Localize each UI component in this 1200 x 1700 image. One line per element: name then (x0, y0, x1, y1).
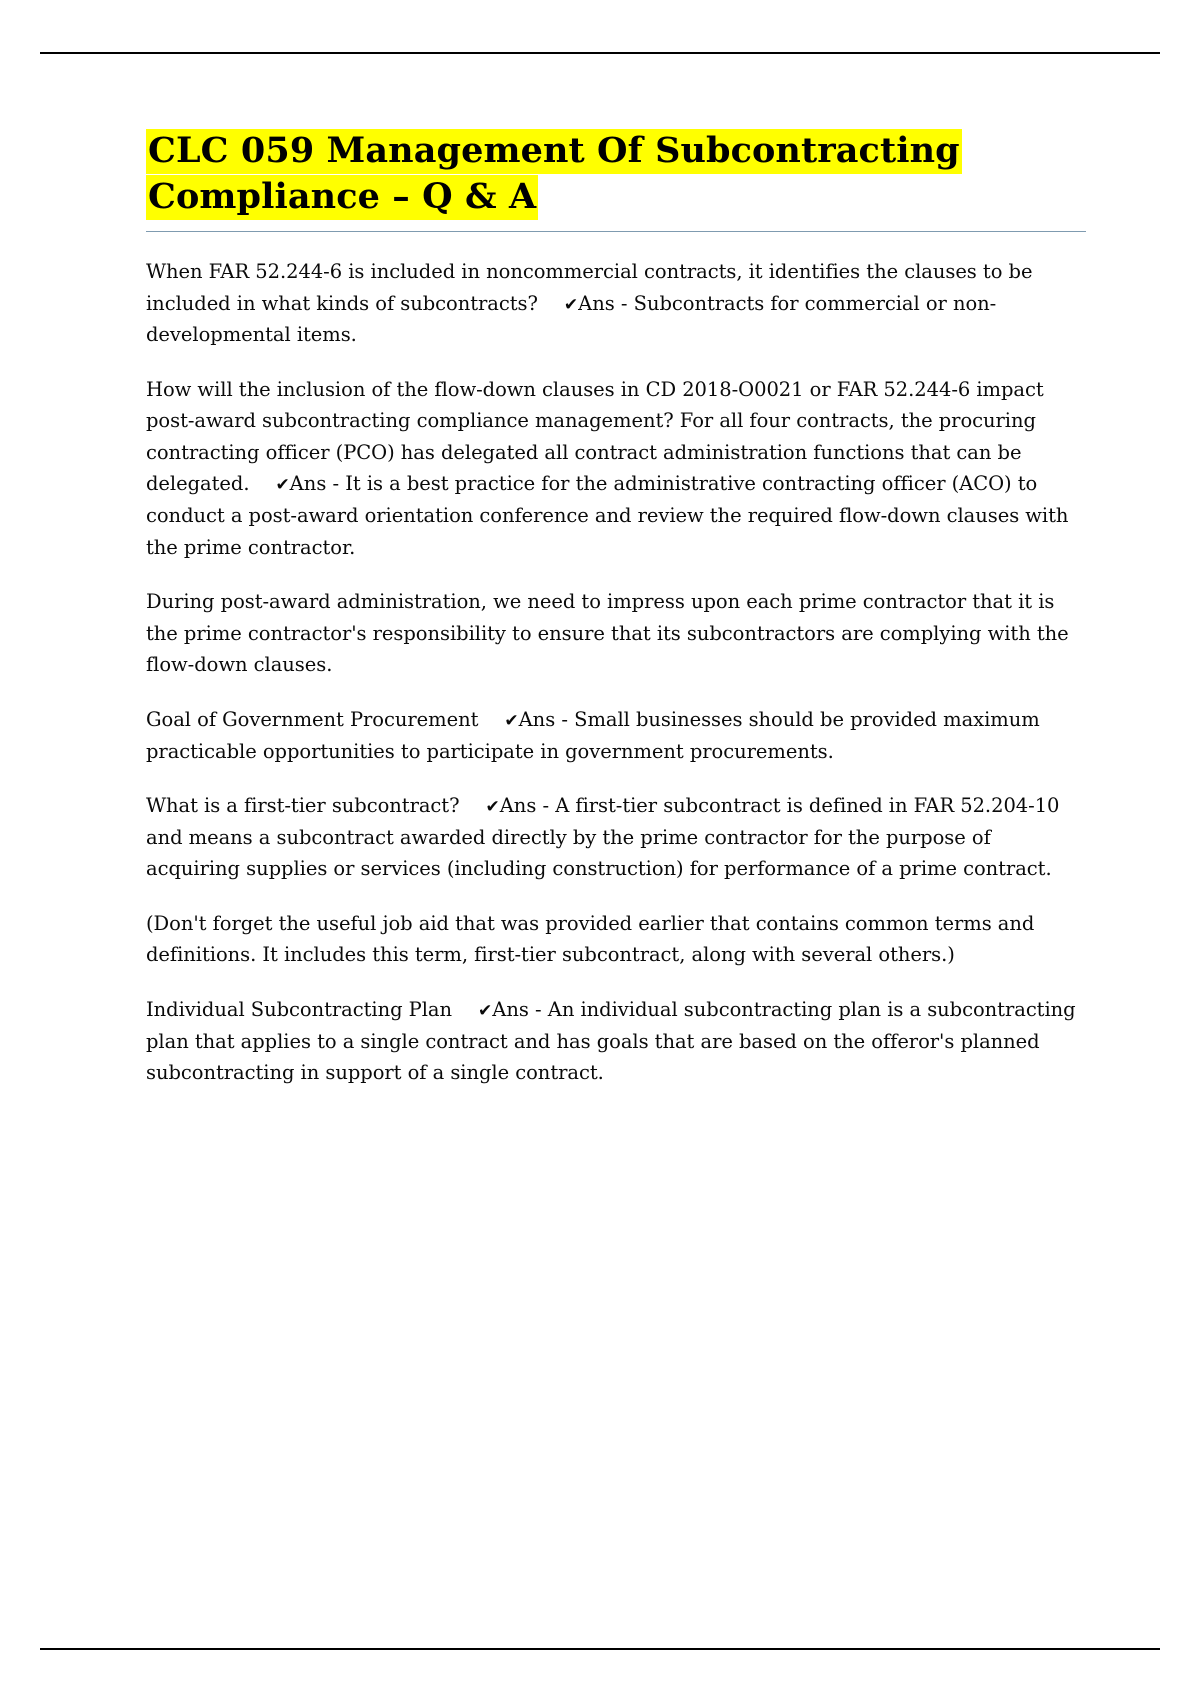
qa-list (146, 256, 1086, 1089)
answer-separator: - (542, 794, 550, 818)
answer-text: Subcontracts for commercial or non-developmental items. (146, 291, 997, 347)
question-text: How will the inclusion of the flow-down clauses in CD 2018-O0021 or FAR 52.244-6 impact post-award subcontracting compliance management? For all four contracts, the procuring contracting officer (PCO) has delegated all contract administration functions that can be delegated. (146, 377, 1044, 496)
answer-label: Ans (492, 997, 529, 1021)
answer-marker-group (485, 794, 555, 817)
answer-text: A first-tier subcontract is defined in FAR 52.204-10 and means a subcontract awarded directly by the prime contractor for the purpose of acquiring supplies or services (including construction) for performance of a prime contract. (146, 794, 1060, 881)
answer-label: Ans (499, 794, 537, 818)
question-text: What is a first-tier subcontract? (146, 794, 460, 818)
question-text: During post-award administration, we need to impress upon each prime contractor that it is the prime contractor's responsibility to ensure that its subcontractors are complying with the flow-down clauses. (146, 590, 1069, 677)
answer-label: Ans (289, 472, 327, 496)
answer-label: Ans (518, 707, 556, 731)
question-text: Goal of Government Procurement (146, 707, 479, 731)
answer-separator: - (620, 291, 628, 315)
qa-item (146, 790, 1086, 885)
question-text: When FAR 52.244-6 is included in noncommercial contracts, it identifies the clauses to be included in what kinds of subcontracts? (146, 260, 1033, 315)
check-icon: ✔ (478, 1000, 493, 1021)
check-icon: ✔ (563, 294, 579, 315)
answer-separator: - (535, 997, 542, 1021)
answer-text: Small businesses should be provided maximum practicable opportunities to participate in government procurements. (146, 707, 1040, 763)
answer-marker-group (478, 998, 548, 1021)
answer-separator: - (332, 472, 340, 496)
answer-text: It is a best practice for the administrative contracting officer (ACO) to conduct a post-award orientation conference and review the required flow-down clauses with the prime contractor. (146, 472, 1069, 559)
qa-item (146, 908, 1086, 971)
page-title-line-1: CLC 059 Management Of Subcontracting (146, 129, 962, 174)
question-text: (Don't forget the useful job aid that was provided earlier that contains common terms and definitions. It includes this term, first-tier subcontract, along with several others.) (146, 911, 1035, 967)
qa-item (146, 374, 1086, 563)
qa-item (146, 256, 1086, 351)
check-icon: ✔ (504, 710, 519, 731)
answer-marker-group (275, 472, 345, 495)
answer-marker-group (564, 292, 634, 315)
page-bottom-rule (40, 1648, 1160, 1650)
answer-label: Ans (578, 291, 615, 315)
title-divider (146, 231, 1086, 232)
answer-text: An individual subcontracting plan is a subcontracting plan that applies to a single contract and has goals that are based on the offeror's planned subcontracting in support of a single contract. (146, 997, 1076, 1085)
qa-item (146, 704, 1086, 767)
check-icon: ✔ (275, 475, 290, 496)
page-top-rule (40, 52, 1160, 54)
answer-separator: - (561, 707, 568, 731)
qa-item (146, 994, 1086, 1089)
question-text: Individual Subcontracting Plan (146, 997, 453, 1021)
page-title (146, 128, 1086, 219)
answer-marker-group (504, 708, 574, 731)
page-title-line-2: Compliance – Q & A (146, 175, 538, 220)
qa-item (146, 586, 1086, 681)
document-content (146, 128, 1086, 1089)
check-icon: ✔ (485, 797, 500, 818)
